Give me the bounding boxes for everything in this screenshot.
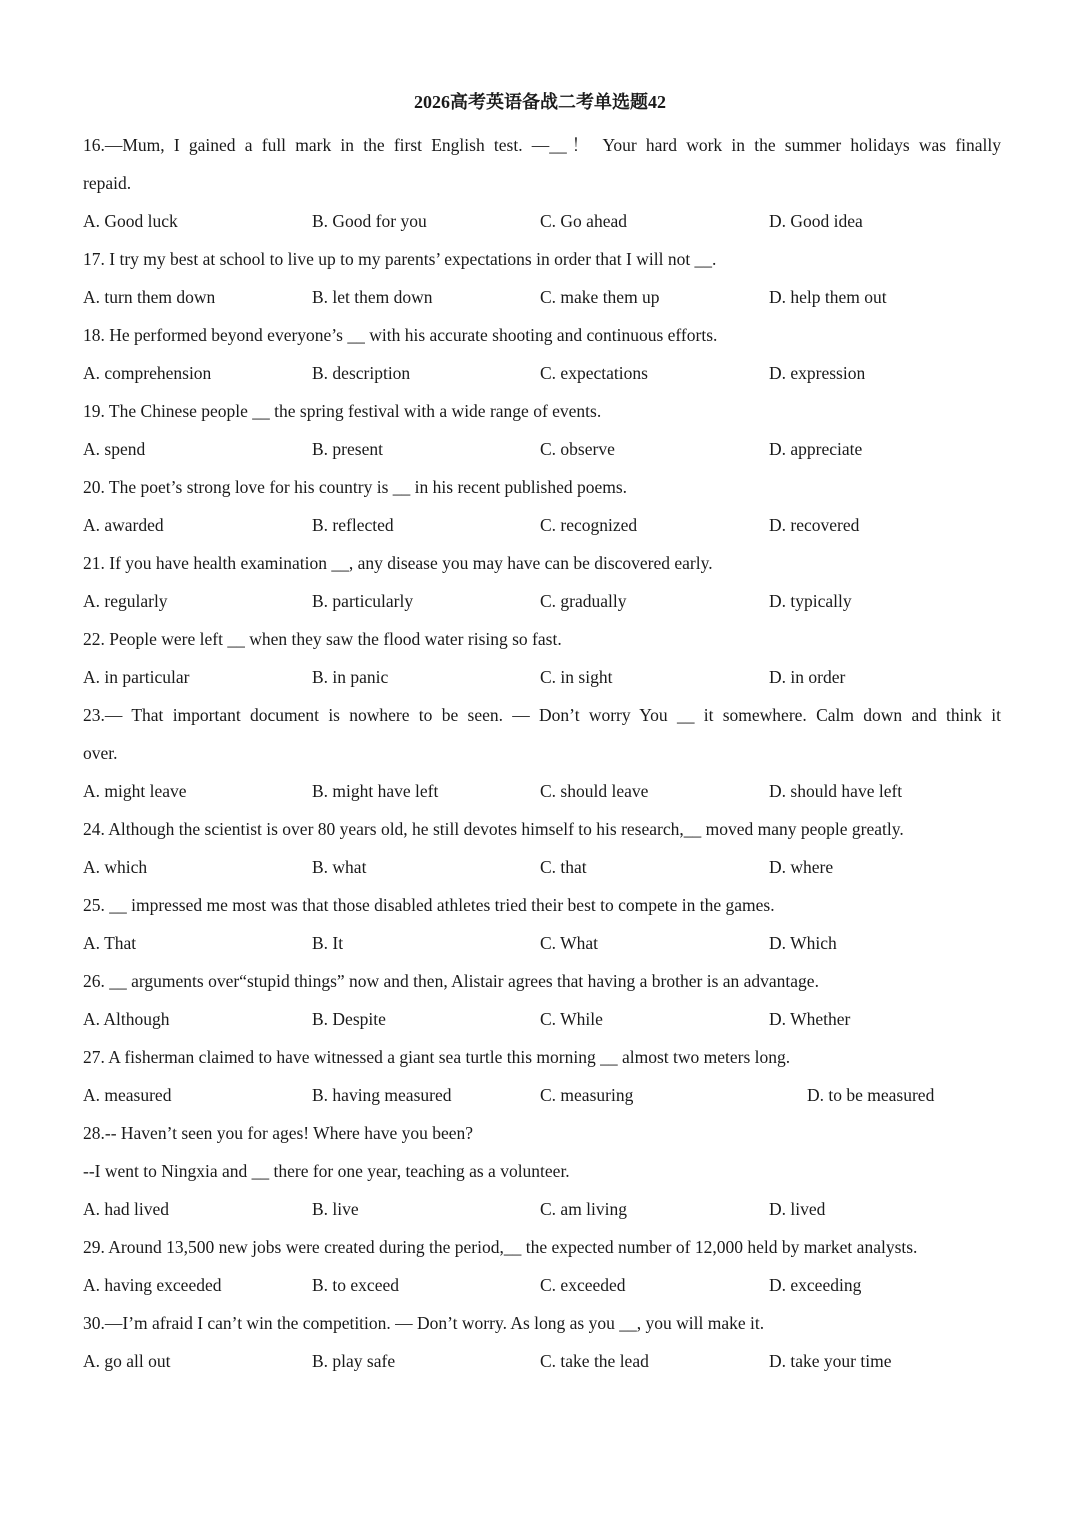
question-18-option-b: B. description [312,363,411,383]
question-30-option-d: D. take your time [769,1351,892,1371]
question-29-option-c: C. exceeded [540,1275,626,1295]
question-20-option-a: A. awarded [83,515,164,535]
question-29-stem: 29. Around 13,500 new jobs were created during the period,__ the expected number of 12,000 held by market analysts. [83,1237,918,1257]
question-25-option-c: C. What [540,933,599,953]
question-26-options [83,1000,1001,1038]
question-19-option-c: C. observe [540,439,615,459]
question-23-options [83,772,1001,810]
question-20-option-b: B. reflected [312,515,394,535]
question-27-option-b: B. having measured [312,1085,452,1105]
question-28-option-b: B. live [312,1199,359,1219]
question-23-option-c: C. should leave [540,781,649,801]
question-23-option-d: D. should have left [769,781,903,801]
question-22-option-c: C. in sight [540,667,613,687]
question-30-option-a: A. go all out [83,1351,171,1371]
question-20-stem: 20. The poet’s strong love for his country is __ in his recent published poems. [83,477,628,497]
question-21-stem: 21. If you have health examination __, any disease you may have can be discovered early. [83,553,713,573]
question-18-option-a: A. comprehension [83,363,212,383]
question-17-option-c: C. make them up [540,287,660,307]
question-21-option-b: B. particularly [312,591,414,611]
question-26-option-d: D. Whether [769,1009,851,1029]
page-title: 2026高考英语备战二考单选题42 [414,92,666,112]
question-16-option-a: A. Good luck [83,211,178,231]
question-24-option-c: C. that [540,857,587,877]
question-27-options [83,1076,1001,1114]
question-26-stem: 26. __ arguments over“stupid things” now and then, Alistair agrees that having a brother is an advantage. [83,971,819,991]
question-30-options [83,1342,1001,1380]
question-16-options [83,202,1001,240]
question-26-option-b: B. Despite [312,1009,386,1029]
question-28-option-d: D. lived [769,1199,826,1219]
question-16-option-c: C. Go ahead [540,211,627,231]
question-30-stem: 30.—I’m afraid I can’t win the competition. — Don’t worry. As long as you __, you will make it. [83,1313,765,1333]
question-27-stem: 27. A fisherman claimed to have witnessed a giant sea turtle this morning __ almost two meters long. [83,1047,791,1067]
question-26-option-c: C. While [540,1009,603,1029]
question-25-option-d: D. Which [769,933,837,953]
question-18-stem: 18. He performed beyond everyone’s __ with his accurate shooting and continuous efforts. [83,325,718,345]
question-24-option-b: B. what [312,857,367,877]
question-17-option-d: D. help them out [769,287,887,307]
question-28-options [83,1190,1001,1228]
question-22-option-d: D. in order [769,667,846,687]
question-23-stem-line-2: over. [83,743,118,763]
question-30-option-b: B. play safe [312,1351,396,1371]
question-29-option-d: D. exceeding [769,1275,862,1295]
question-22-stem: 22. People were left __ when they saw the flood water rising so fast. [83,629,562,649]
question-25-options [83,924,1001,962]
question-17-stem: 17. I try my best at school to live up to my parents’ expectations in order that I will not __. [83,249,717,269]
question-list [83,126,1001,1380]
question-19-stem: 19. The Chinese people __ the spring festival with a wide range of events. [83,401,602,421]
question-22-options [83,658,1001,696]
question-24-option-d: D. where [769,857,834,877]
question-17-option-b: B. let them down [312,287,433,307]
question-19-options [83,430,1001,468]
question-22-option-b: B. in panic [312,667,389,687]
question-29-option-b: B. to exceed [312,1275,399,1295]
question-26-option-a: A. Although [83,1009,170,1029]
question-30-option-c: C. take the lead [540,1351,649,1371]
question-24-stem: 24. Although the scientist is over 80 years old, he still devotes himself to his research,__ moved many people greatly. [83,819,904,839]
question-23-option-b: B. might have left [312,781,439,801]
question-27-option-c: C. measuring [540,1085,634,1105]
question-16-stem-line-1: 16.—Mum, I gained a full mark in the first English test. —__！ Your hard work in the summer holidays was finally [83,135,1001,155]
question-29-options [83,1266,1001,1304]
question-23-stem-line-1: 23.— That important document is nowhere to be seen. — Don’t worry You __ it somewhere. Calm down and think it [83,705,1001,725]
question-28-option-c: C. am living [540,1199,628,1219]
question-18-option-d: D. expression [769,363,866,383]
question-25-option-a: A. That [83,933,137,953]
question-16-stem-line-2: repaid. [83,173,132,193]
question-28-option-a: A. had lived [83,1199,170,1219]
question-20-option-c: C. recognized [540,515,638,535]
question-21-option-d: D. typically [769,591,852,611]
question-28-stem-line-2: --I went to Ningxia and __ there for one year, teaching as a volunteer. [83,1161,570,1181]
question-19-option-b: B. present [312,439,383,459]
question-22-option-a: A. in particular [83,667,190,687]
question-23-option-a: A. might leave [83,781,187,801]
question-24-options [83,848,1001,886]
question-21-options [83,582,1001,620]
question-27-option-d: D. to be measured [807,1085,935,1105]
question-24-option-a: A. which [83,857,148,877]
question-17-option-a: A. turn them down [83,287,216,307]
question-29-option-a: A. having exceeded [83,1275,222,1295]
question-21-option-c: C. gradually [540,591,627,611]
question-19-option-d: D. appreciate [769,439,863,459]
question-25-stem: 25. __ impressed me most was that those disabled athletes tried their best to compete in the games. [83,895,775,915]
question-16-option-d: D. Good idea [769,211,863,231]
question-20-option-d: D. recovered [769,515,860,535]
question-20-options [83,506,1001,544]
question-28-stem-line-1: 28.-- Haven’t seen you for ages! Where have you been? [83,1123,474,1143]
question-25-option-b: B. It [312,933,344,953]
question-16-option-b: B. Good for you [312,211,427,231]
question-18-options [83,354,1001,392]
question-19-option-a: A. spend [83,439,146,459]
question-21-option-a: A. regularly [83,591,168,611]
question-27-option-a: A. measured [83,1085,172,1105]
question-18-option-c: C. expectations [540,363,648,383]
question-17-options [83,278,1001,316]
